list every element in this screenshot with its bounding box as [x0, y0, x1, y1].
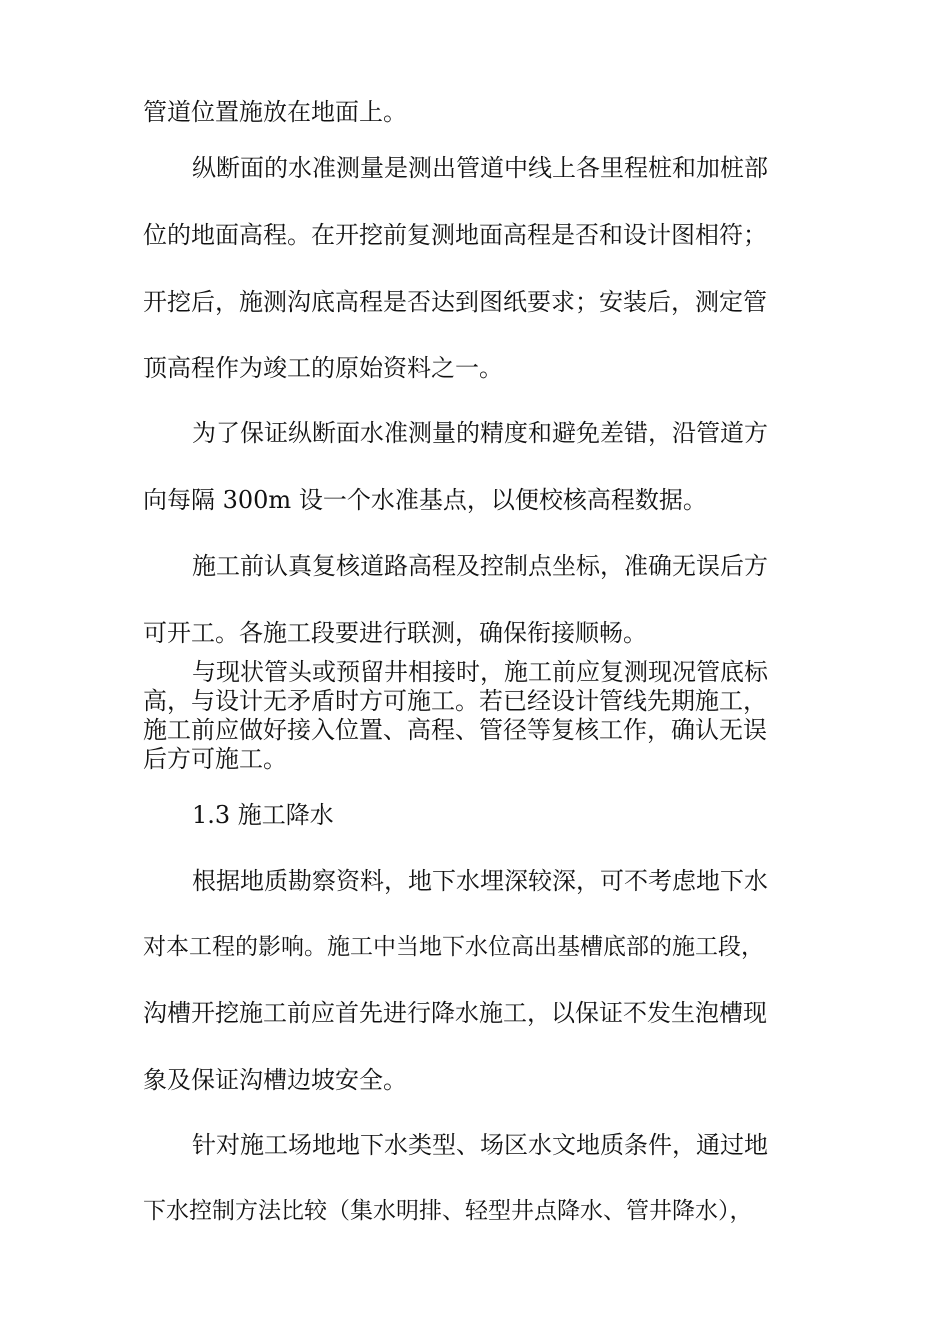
text-line: 可开工。各施工段要进行联测，确保衔接顺畅。 — [143, 619, 647, 647]
text-line: 施工前认真复核道路高程及控制点坐标，准确无误后方 — [192, 552, 768, 580]
text-line: 后方可施工。 — [143, 745, 287, 773]
text-line: 向每隔 300m 设一个水准基点，以便校核高程数据。 — [143, 486, 707, 514]
section-heading: 1.3 施工降水 — [192, 801, 334, 829]
text-line: 象及保证沟槽边坡安全。 — [143, 1066, 407, 1094]
text-line: 高，与设计无矛盾时方可施工。若已经设计管线先期施工， — [143, 687, 767, 715]
text-line: 沟槽开挖施工前应首先进行降水施工，以保证不发生泡槽现 — [143, 999, 767, 1027]
text-line: 纵断面的水准测量是测出管道中线上各里程桩和加桩部 — [192, 154, 768, 182]
text-line: 施工前应做好接入位置、高程、管径等复核工作，确认无误 — [143, 716, 767, 744]
text-line: 根据地质勘察资料，地下水埋深较深，可不考虑地下水 — [192, 867, 768, 895]
text-line: 顶高程作为竣工的原始资料之一。 — [143, 354, 503, 382]
text-line: 管道位置施放在地面上。 — [143, 98, 407, 126]
text-line: 与现状管头或预留井相接时，施工前应复测现况管底标 — [192, 658, 768, 686]
text-line: 为了保证纵断面水准测量的精度和避免差错，沿管道方 — [192, 419, 768, 447]
text-line: 下水控制方法比较（集水明排、轻型井点降水、管井降水）， — [143, 1198, 753, 1224]
text-line: 开挖后，施测沟底高程是否达到图纸要求；安装后，测定管 — [143, 288, 767, 316]
text-line: 对本工程的影响。施工中当地下水位高出基槽底部的施工段， — [143, 934, 764, 960]
text-line: 位的地面高程。在开挖前复测地面高程是否和设计图相符； — [143, 221, 767, 249]
text-line: 针对施工场地地下水类型、场区水文地质条件，通过地 — [192, 1131, 768, 1159]
